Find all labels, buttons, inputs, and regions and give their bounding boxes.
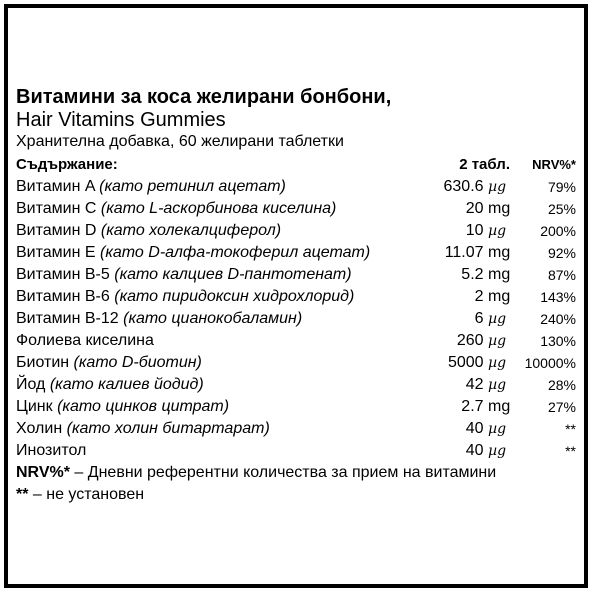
footnote-nrv-key: NRV%* bbox=[16, 464, 70, 481]
table-row bbox=[16, 176, 576, 198]
amount-value: 2 bbox=[474, 288, 484, 305]
nutrient-amount bbox=[466, 440, 514, 462]
nutrient-name bbox=[16, 396, 229, 418]
nutrient-amount bbox=[466, 418, 514, 440]
nutrient-amount bbox=[466, 220, 514, 242]
nutrient-name bbox=[16, 374, 204, 396]
nutrient-label: Фолиева киселина bbox=[16, 332, 154, 349]
amount-value: 20 bbox=[465, 200, 484, 217]
nutrient-nrv: ** bbox=[565, 443, 576, 459]
table-row bbox=[16, 198, 576, 220]
footnote-not-established bbox=[16, 484, 576, 506]
amount-unit: µg bbox=[488, 311, 507, 327]
table-row bbox=[16, 242, 576, 264]
nutrient-nrv: 25% bbox=[547, 201, 576, 217]
nutrient-amount bbox=[448, 352, 514, 374]
nutrient-amount bbox=[461, 396, 514, 418]
table-row bbox=[16, 330, 576, 352]
amount-unit: µg bbox=[488, 377, 507, 393]
table-row bbox=[16, 264, 576, 286]
amount-value: 6 bbox=[474, 310, 484, 327]
nutrient-label: Биотин bbox=[16, 354, 70, 371]
nutrient-amount bbox=[475, 308, 514, 330]
amount-value: 40 bbox=[465, 442, 484, 459]
nutrient-name bbox=[16, 308, 302, 330]
nutrient-name bbox=[16, 418, 270, 440]
nutrient-label: Йод bbox=[16, 376, 46, 393]
nutrient-amount bbox=[461, 264, 514, 286]
nutrient-nrv: 240% bbox=[540, 311, 576, 327]
footnote-nrv bbox=[16, 462, 576, 484]
amount-value: 5000 bbox=[447, 354, 484, 371]
nutrient-label: Витамин C bbox=[16, 200, 97, 217]
nutrient-label: Витамин D bbox=[16, 222, 97, 239]
nutrient-nrv: 143% bbox=[540, 289, 576, 305]
amount-unit: µg bbox=[488, 443, 507, 459]
amount-value: 630.6 bbox=[443, 178, 484, 195]
nutrient-source-note: (като холекалциферол) bbox=[100, 222, 282, 239]
amount-unit: mg bbox=[488, 244, 511, 261]
nutrient-source-note: (като калиев йодид) bbox=[49, 376, 204, 393]
nutrient-source-note: (като калциев D-пантотенат) bbox=[114, 266, 352, 283]
nutrient-name bbox=[16, 220, 281, 242]
nutrient-label: Витамин A bbox=[16, 178, 95, 195]
nutrient-name bbox=[16, 352, 202, 374]
amount-value: 42 bbox=[465, 376, 484, 393]
nutrient-amount bbox=[466, 374, 514, 396]
nutrient-label: Витамин E bbox=[16, 244, 96, 261]
amount-unit: mg bbox=[488, 398, 511, 415]
nutrient-source-note: (като D-алфа-токоферил ацетат) bbox=[100, 244, 371, 261]
footnote-stars-text: – не установен bbox=[28, 486, 145, 503]
table-row bbox=[16, 440, 576, 462]
nutrient-amount bbox=[457, 330, 514, 352]
header-contents: Съдържание: bbox=[16, 156, 118, 173]
nutrient-rows bbox=[16, 176, 576, 462]
nutrient-label: Холин bbox=[16, 420, 63, 437]
header-amount: 2 табл. bbox=[459, 156, 510, 173]
product-title-en: Hair Vitamins Gummies bbox=[16, 109, 226, 131]
header-nrv: NRV%* bbox=[532, 157, 576, 172]
nutrient-amount bbox=[444, 176, 515, 198]
table-row bbox=[16, 418, 576, 440]
nutrient-name bbox=[16, 264, 352, 286]
nutrient-name bbox=[16, 176, 286, 198]
amount-value: 2.7 bbox=[461, 398, 484, 415]
nutrient-nrv: 87% bbox=[547, 267, 576, 283]
nutrient-amount bbox=[466, 198, 514, 220]
nutrient-name bbox=[16, 242, 370, 264]
nutrient-amount bbox=[475, 286, 514, 308]
table-header bbox=[16, 154, 576, 176]
footnote-nrv-text: – Дневни референтни количества за прием на витамини bbox=[69, 464, 497, 481]
amount-unit: µg bbox=[488, 179, 507, 195]
nutrient-nrv: 130% bbox=[540, 333, 576, 349]
nutrient-source-note: (като D-биотин) bbox=[73, 354, 202, 371]
table-row bbox=[16, 220, 576, 242]
table-row bbox=[16, 396, 576, 418]
amount-value: 40 bbox=[465, 420, 484, 437]
nutrient-name bbox=[16, 440, 86, 462]
amount-unit: µg bbox=[488, 355, 507, 371]
nutrient-nrv: 92% bbox=[547, 245, 576, 261]
nutrient-label: Витамин B-6 bbox=[16, 288, 110, 305]
nutrient-name bbox=[16, 286, 354, 308]
nutrient-nrv: 10000% bbox=[524, 355, 576, 371]
nutrient-nrv: ** bbox=[565, 421, 576, 437]
nutrient-nrv: 27% bbox=[547, 399, 576, 415]
product-title-bg: Витамини за коса желирани бонбони, bbox=[16, 86, 392, 108]
amount-unit: mg bbox=[488, 266, 511, 283]
table-row bbox=[16, 374, 576, 396]
amount-value: 260 bbox=[456, 332, 484, 349]
nutrient-source-note: (като пиридоксин хидрохлорид) bbox=[114, 288, 355, 305]
nutrient-label: Инозитол bbox=[16, 442, 87, 459]
nutrient-amount bbox=[445, 242, 514, 264]
nutrient-nrv: 28% bbox=[547, 377, 576, 393]
table-row bbox=[16, 286, 576, 308]
nutrient-label: Витамин B-12 bbox=[16, 310, 119, 327]
nutrient-source-note: (като цинков цитрат) bbox=[57, 398, 230, 415]
amount-unit: µg bbox=[488, 333, 507, 349]
nutrient-source-note: (като цианокобаламин) bbox=[123, 310, 303, 327]
amount-value: 10 bbox=[465, 222, 484, 239]
nutrient-source-note: (като холин битартарат) bbox=[66, 420, 270, 437]
amount-unit: mg bbox=[488, 288, 511, 305]
amount-unit: µg bbox=[488, 421, 507, 437]
nutrient-nrv: 200% bbox=[540, 223, 576, 239]
footnote-stars-key: ** bbox=[16, 486, 29, 503]
nutrient-source-note: (като ретинил ацетат) bbox=[99, 178, 286, 195]
nutrient-name bbox=[16, 330, 154, 352]
amount-value: 5.2 bbox=[461, 266, 484, 283]
nutrient-label: Цинк bbox=[16, 398, 53, 415]
nutrient-source-note: (като L-аскорбинова киселина) bbox=[100, 200, 337, 217]
table-row bbox=[16, 308, 576, 330]
supplement-facts bbox=[16, 85, 576, 506]
nutrient-nrv: 79% bbox=[547, 179, 576, 195]
table-row bbox=[16, 352, 576, 374]
product-subtitle: Хранителна добавка, 60 желирани таблетки bbox=[16, 133, 344, 150]
nutrient-label: Витамин B-5 bbox=[16, 266, 110, 283]
nutrient-name bbox=[16, 198, 336, 220]
amount-unit: µg bbox=[488, 223, 507, 239]
amount-value: 11.07 bbox=[444, 244, 484, 261]
amount-unit: mg bbox=[488, 200, 511, 217]
